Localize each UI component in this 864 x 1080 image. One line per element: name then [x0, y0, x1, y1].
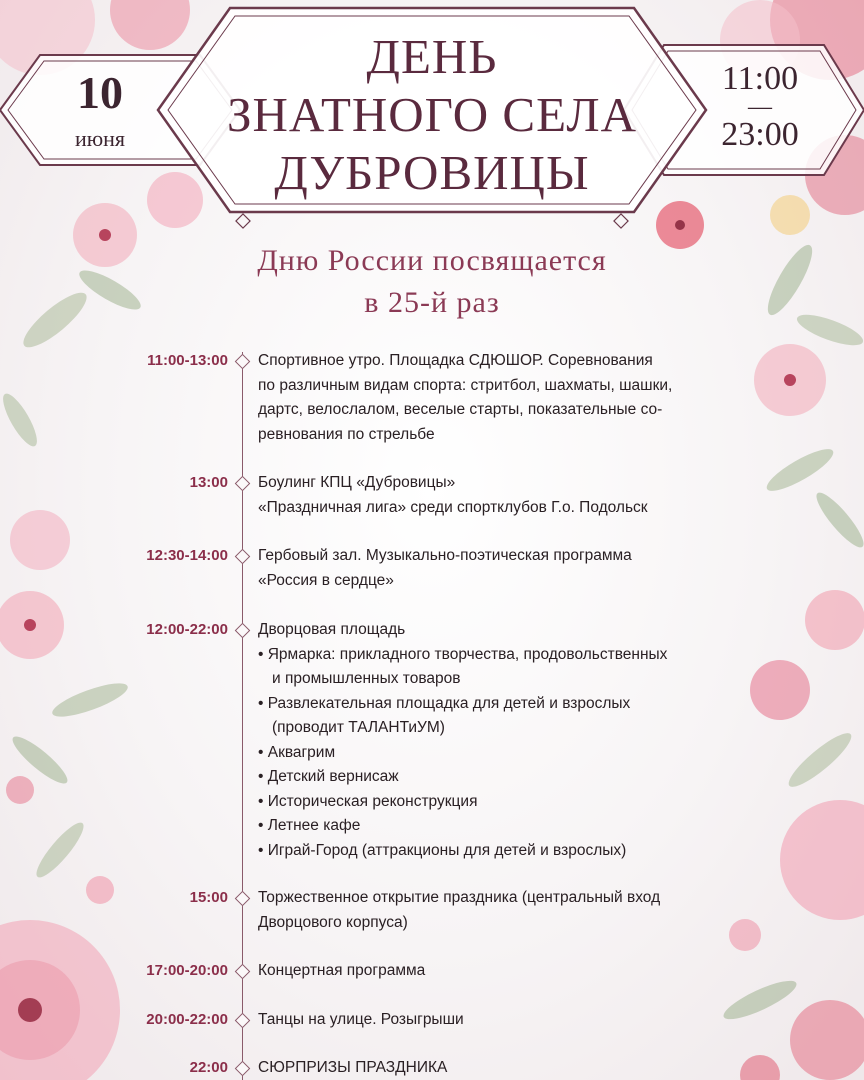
event-title — [200, 28, 664, 202]
timeline-marker — [235, 964, 251, 980]
schedule-time: 20:00-22:00 — [146, 1011, 228, 1028]
timeline-marker — [235, 1013, 251, 1029]
schedule-description — [258, 349, 748, 447]
description-line: • Летнее кафе — [258, 817, 361, 834]
description-line: • Аквагрим — [258, 743, 336, 761]
event-hours — [700, 62, 820, 152]
schedule-description — [258, 1056, 748, 1080]
description-line: «Праздничная лига» среди спортклубов Г.о. Подольск — [258, 498, 648, 516]
schedule-description — [258, 959, 748, 984]
time-end: 23:00 — [721, 116, 799, 153]
schedule-time: 13:00 — [189, 474, 228, 491]
timeline-marker — [235, 354, 251, 370]
description-line: Дворцовая площадь — [258, 621, 406, 638]
subtitle-line: Дню России посвящается — [257, 244, 607, 277]
schedule-time: 22:00 — [189, 1059, 228, 1076]
timeline-marker — [235, 476, 251, 492]
description-line: Танцы на улице. Розыгрыши — [258, 1011, 464, 1028]
event-day: 10 — [77, 67, 123, 118]
description-line: «Россия в сердце» — [258, 571, 394, 589]
schedule-time: 15:00 — [189, 889, 228, 906]
description-line: (проводит ТАЛАНТиУМ) — [272, 719, 445, 736]
schedule-description — [258, 886, 748, 935]
description-line: ревнования по стрельбе — [258, 425, 435, 443]
subtitle-line: в 25-й раз — [364, 286, 500, 319]
time-start: 11:00 — [721, 60, 799, 97]
description-line: Концертная программа — [258, 962, 426, 979]
schedule-description — [258, 1008, 748, 1033]
schedule-time: 11:00-13:00 — [147, 352, 228, 369]
schedule-time: 17:00-20:00 — [146, 962, 228, 979]
description-line: СЮРПРИЗЫ ПРАЗДНИКА — [258, 1059, 448, 1076]
description-line: Спортивное утро. Площадка СДЮШОР. Соревнования — [258, 352, 653, 369]
description-line: • Развлекательная площадка для детей и взрослых — [258, 694, 631, 712]
timeline-marker — [235, 1061, 251, 1077]
title-line: ДЕНЬ — [366, 29, 498, 84]
timeline-marker — [235, 623, 251, 639]
schedule-time: 12:00-22:00 — [146, 621, 228, 638]
description-line: • Историческая реконструкция — [258, 792, 478, 810]
description-line: Боулинг КПЦ «Дубровицы» — [258, 474, 456, 491]
schedule-description — [258, 544, 748, 593]
description-line: Гербовый зал. Музыкально-поэтическая программа — [258, 547, 632, 564]
title-line: ДУБРОВИЦЫ — [274, 145, 590, 200]
time-dash: — — [748, 94, 772, 120]
schedule-time: 12:30-14:00 — [146, 547, 228, 564]
description-line: дартс, велослалом, веселые старты, показательные со- — [258, 401, 663, 418]
description-line: • Играй-Город (аттракционы для детей и взрослых) — [258, 841, 627, 859]
timeline-marker — [235, 891, 251, 907]
event-month: июня — [74, 126, 126, 151]
timeline-marker — [235, 549, 251, 565]
event-subtitle — [160, 240, 704, 324]
title-line: ЗНАТНОГО СЕЛА — [226, 87, 638, 142]
description-line: по различным видам спорта: стритбол, шахматы, шашки, — [258, 376, 673, 394]
description-line: Дворцового корпуса) — [258, 913, 408, 931]
description-line: и промышленных товаров — [272, 670, 461, 687]
description-line: • Детский вернисаж — [258, 768, 399, 785]
schedule-description — [258, 618, 748, 863]
description-line: Торжественное открытие праздника (центральный вход — [258, 889, 661, 906]
description-line: • Ярмарка: прикладного творчества, продовольственных — [258, 645, 668, 663]
schedule-description — [258, 471, 748, 520]
